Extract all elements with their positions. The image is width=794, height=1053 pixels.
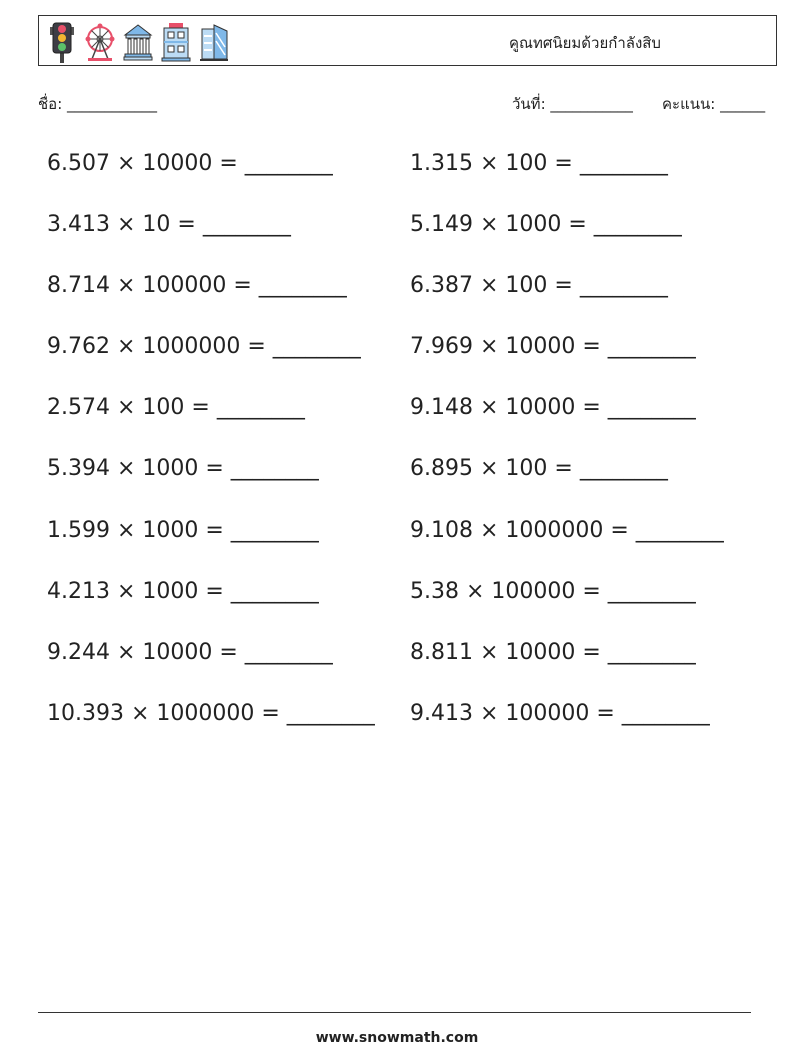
problem-6[interactable]: 6.387 × 100 = ________ (410, 273, 668, 299)
problem-14[interactable]: 9.108 × 1000000 = ________ (410, 517, 724, 543)
problem-20[interactable]: 9.413 × 100000 = ________ (410, 700, 710, 726)
name-field[interactable]: ชื่อ: ____________ (38, 95, 158, 113)
problem-12[interactable]: 6.895 × 100 = ________ (410, 456, 668, 482)
school-building-icon (161, 21, 191, 63)
header-icons (47, 21, 229, 63)
worksheet-title: คูณทศนิยมด้วยกำลังสิบ (509, 34, 661, 52)
problem-3[interactable]: 3.413 × 10 = ________ (47, 212, 291, 238)
problem-9[interactable]: 2.574 × 100 = ________ (47, 395, 305, 421)
museum-icon (123, 21, 153, 63)
score-field[interactable]: คะแนน: ______ (662, 95, 766, 113)
worksheet-header (38, 15, 777, 66)
problem-19[interactable]: 10.393 × 1000000 = ________ (47, 700, 375, 726)
problem-15[interactable]: 4.213 × 1000 = ________ (47, 578, 319, 604)
ferris-wheel-icon (85, 21, 115, 63)
problem-2[interactable]: 1.315 × 100 = ________ (410, 151, 668, 176)
problem-grid (47, 144, 767, 755)
date-field[interactable]: วันที่: ___________ (512, 95, 633, 113)
problem-18[interactable]: 8.811 × 10000 = ________ (410, 639, 696, 665)
problem-10[interactable]: 9.148 × 10000 = ________ (410, 395, 696, 421)
problem-1[interactable]: 6.507 × 10000 = ________ (47, 151, 333, 176)
problem-16[interactable]: 5.38 × 100000 = ________ (410, 578, 696, 604)
office-building-icon (199, 21, 229, 63)
problem-7[interactable]: 9.762 × 1000000 = ________ (47, 334, 361, 360)
problem-4[interactable]: 5.149 × 1000 = ________ (410, 212, 682, 238)
problem-13[interactable]: 1.599 × 1000 = ________ (47, 517, 319, 543)
traffic-light-icon (47, 21, 77, 63)
footer-divider (38, 1012, 751, 1013)
footer-url: www.snowmath.com (315, 1030, 479, 1046)
problem-17[interactable]: 9.244 × 10000 = ________ (47, 639, 333, 665)
problem-11[interactable]: 5.394 × 1000 = ________ (47, 456, 319, 482)
problem-5[interactable]: 8.714 × 100000 = ________ (47, 273, 347, 299)
problem-8[interactable]: 7.969 × 10000 = ________ (410, 334, 696, 360)
